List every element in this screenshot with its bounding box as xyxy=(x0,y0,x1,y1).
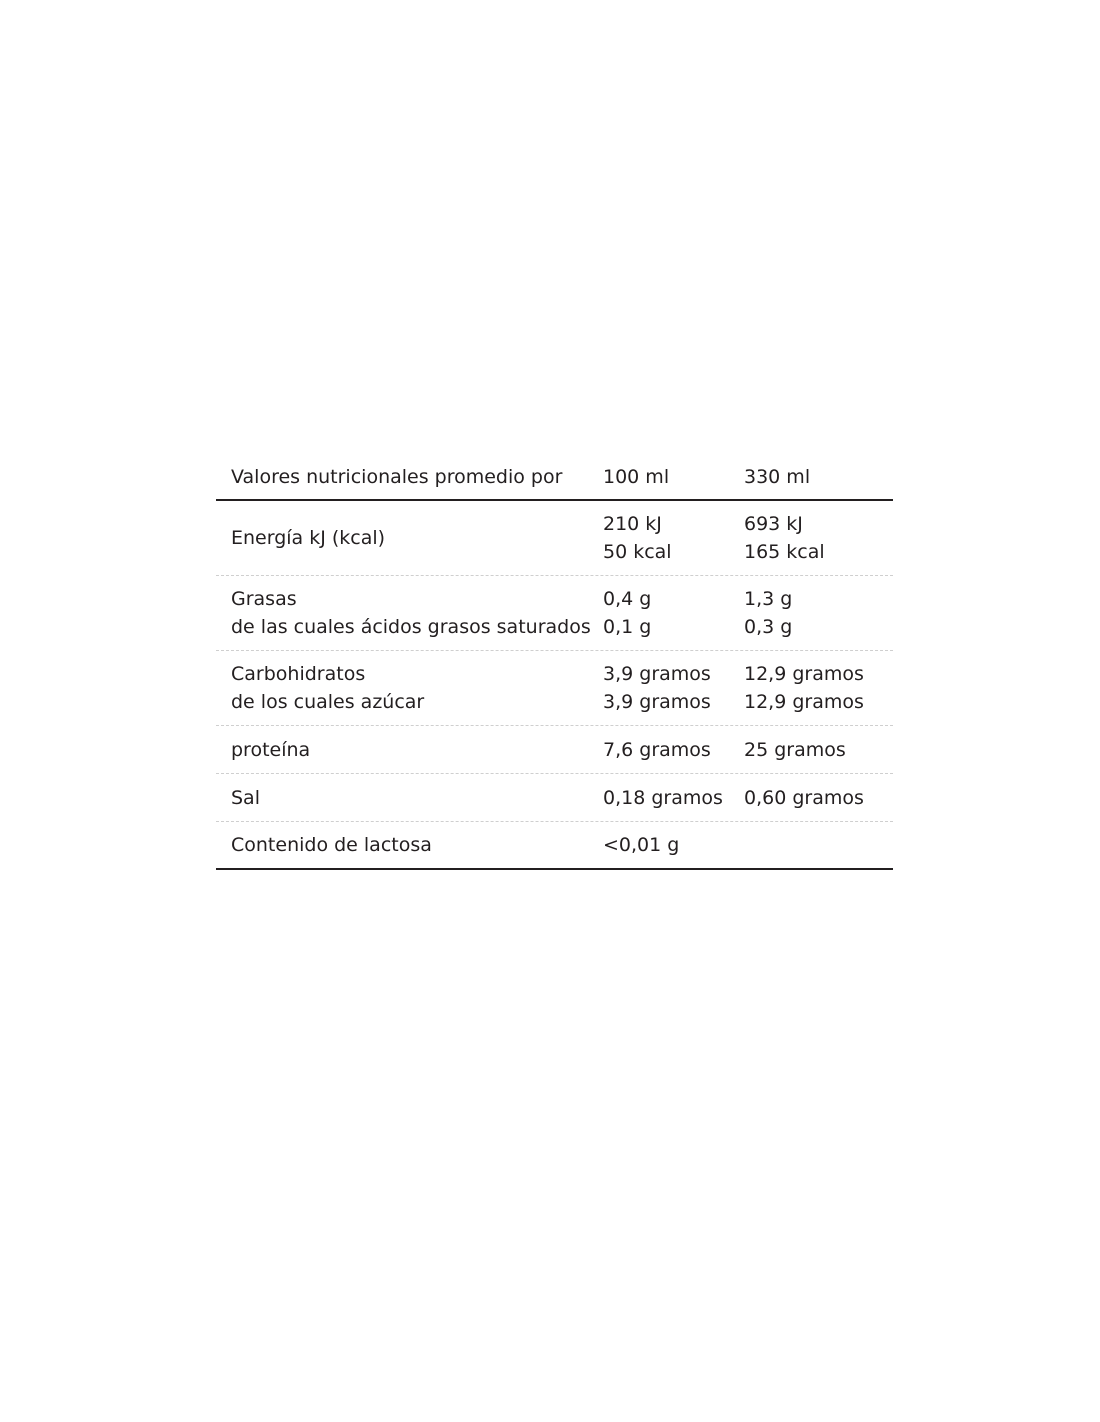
value-330ml: 25 gramos xyxy=(744,738,846,761)
header-330ml: 330 ml xyxy=(744,466,811,488)
table-header xyxy=(216,455,893,501)
table-row-salt xyxy=(216,774,893,822)
value-line: 210 kJ xyxy=(603,513,662,535)
value-330ml xyxy=(744,585,893,641)
value-line: 3,9 gramos xyxy=(603,663,711,685)
value-330ml: 0,60 gramos xyxy=(744,786,864,809)
label-line: de los cuales azúcar xyxy=(231,691,425,713)
value-line: 12,9 gramos xyxy=(744,663,864,685)
row-label xyxy=(216,585,603,641)
value-100ml: <0,01 g xyxy=(603,834,680,856)
value-line: 12,9 gramos xyxy=(744,691,864,713)
table-row-carbohydrates xyxy=(216,651,893,726)
value-100ml: 0,18 gramos xyxy=(603,786,723,809)
value-line: 1,3 g xyxy=(744,588,793,610)
value-line: 0,4 g xyxy=(603,588,652,610)
label-line: Carbohidratos xyxy=(231,663,366,685)
value-line: 3,9 gramos xyxy=(603,691,711,713)
row-label: Contenido de lactosa xyxy=(231,834,432,856)
nutrition-table xyxy=(216,455,893,870)
table-row-fat xyxy=(216,576,893,651)
value-100ml xyxy=(603,585,744,641)
value-line: 0,1 g xyxy=(603,616,652,638)
value-line: 0,3 g xyxy=(744,616,793,638)
label-line: de las cuales ácidos grasos saturados xyxy=(231,616,591,638)
table-row-lactose xyxy=(216,822,893,870)
label-line: Energía kJ (kcal) xyxy=(231,527,386,549)
table-row-energy xyxy=(216,501,893,576)
value-100ml xyxy=(603,660,744,716)
row-label xyxy=(216,660,603,716)
header-label: Valores nutricionales promedio por xyxy=(231,466,563,488)
header-100ml: 100 ml xyxy=(603,466,670,488)
row-label: proteína xyxy=(231,738,311,761)
value-100ml: 7,6 gramos xyxy=(603,738,711,761)
label-line: Grasas xyxy=(231,588,297,610)
value-330ml xyxy=(744,510,893,566)
row-label xyxy=(216,524,603,552)
row-label: Sal xyxy=(231,786,260,809)
value-330ml xyxy=(744,660,893,716)
value-line: 693 kJ xyxy=(744,513,803,535)
value-line: 50 kcal xyxy=(603,541,672,563)
value-100ml xyxy=(603,510,744,566)
value-line: 165 kcal xyxy=(744,541,825,563)
table-row-protein xyxy=(216,726,893,774)
